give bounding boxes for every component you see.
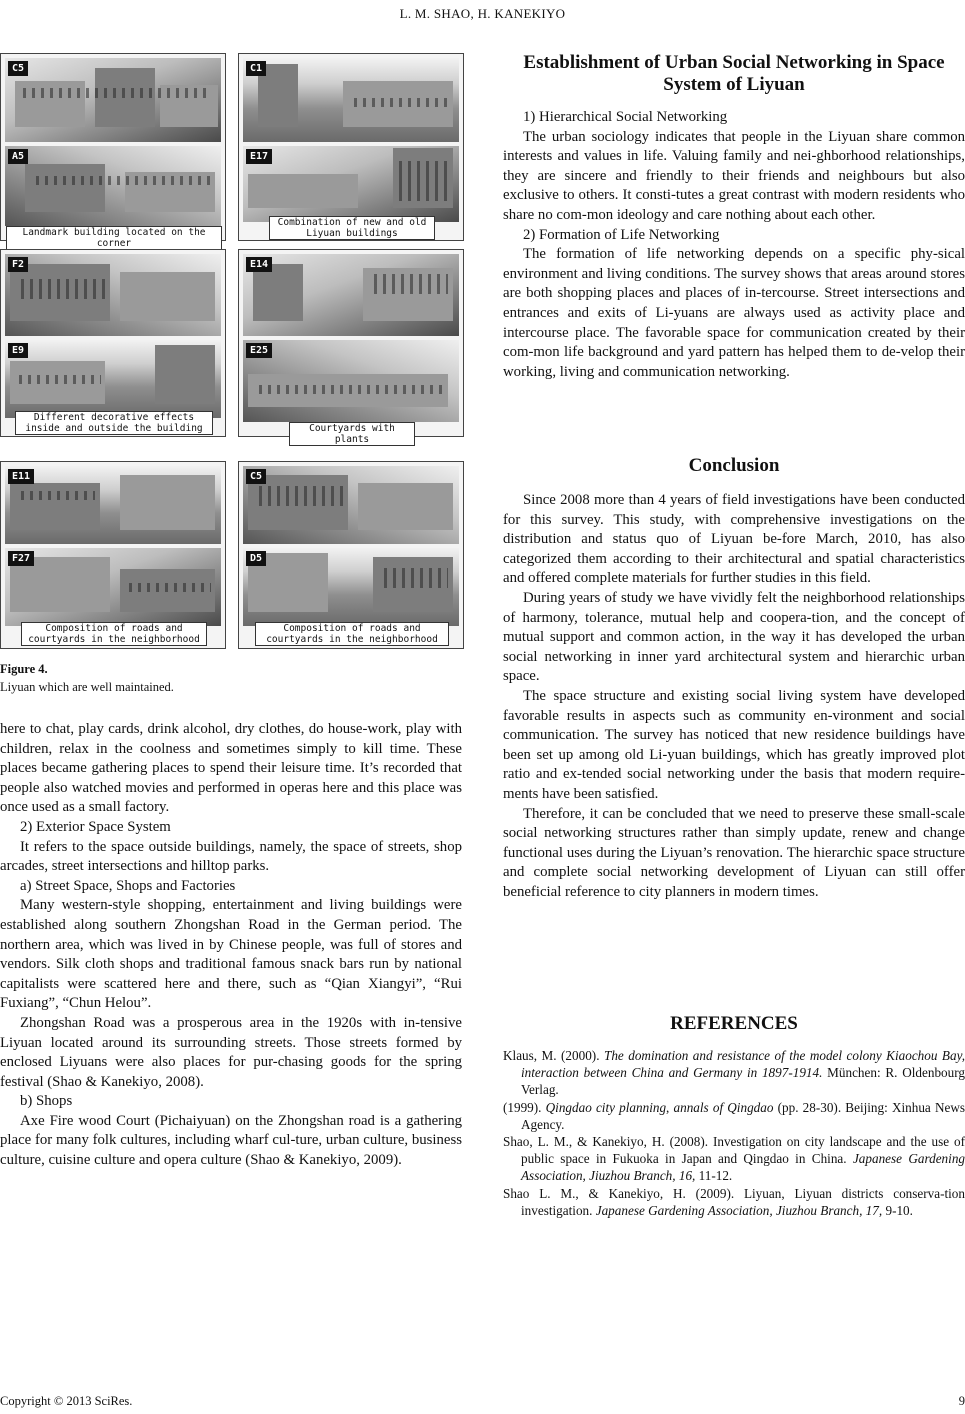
paragraph: here to chat, play cards, drink alcohol, dry clothes, do house-work, play with children, relax in the coolness and sometimes simply to kill time. These places became gathering places to spend their leisure time. It’s recorded that people also watched movies and performed in operas here and this place was once used as a small factory. [0,721,462,816]
running-header: L. M. SHAO, H. KANEKIYO [399,6,566,21]
reference-item: Shao, L. M., & Kanekiyo, H. (2008). Investigation on city landscape and the use of public space in Fukuoka in Japan and Qingdao in China. Japanese Gardening Association, Jiuzhou Branch, 16, 11-12. [503,1134,965,1184]
photo [243,340,459,422]
photo [5,466,221,544]
photo-tag: E25 [246,343,272,358]
photo [243,254,459,336]
subheading: 2) Exterior Space System [20,818,171,835]
photo-tag: E9 [8,343,28,358]
paragraph: Axe Fire wood Court (Pichaiyuan) on the Zhongshan road is a gathering place for many folk cultures, including wharf cul-ture, urban culture, business culture, cuisine culture and opera culture (Shao & Kanekiyo, 2009). [0,1112,462,1169]
photo-group-combination [238,53,464,241]
photo-tag: F2 [8,257,28,272]
photo-caption: Courtyards with plants [289,422,415,446]
photo-caption: Landmark building located on the corner [6,226,222,250]
section-references [503,1013,965,1219]
photo-group-courtyards [238,249,464,445]
subheading: a) Street Space, Shops and Factories [20,877,236,894]
photo-tag: C5 [8,61,28,76]
paragraph: Zhongshan Road was a prosperous area in the 1920s with in-tensive Liyuan located around its surrounding streets. Those streets formed by enclosed Liyuans were also places for pur-chasing goods for the spring festival (Shao & Kanekiyo, 2008). [0,1014,462,1090]
left-column-body [0,720,462,1171]
section-conclusion [503,455,965,902]
photo-tag: E14 [246,257,272,272]
figure-description: Liyuan which are well maintained. [0,680,174,694]
photo [5,340,221,418]
photo-tag: C5 [246,469,266,484]
photo [5,548,221,626]
page-number: 9 [958,1394,965,1408]
section-title: Conclusion [688,455,780,476]
photo-group-landmark [0,53,226,249]
reference-item: Klaus, M. (2000). The domination and resistance of the model colony Kiaochou Bay, interaction between China and Germany in 1897-1914. München: R. Oldenbourg Verlag. [503,1048,965,1098]
photo-caption: Different decorative effects inside and outside the building [15,411,213,435]
subheading: b) Shops [20,1093,73,1110]
photo [243,466,459,544]
figure-label: Figure 4. [0,662,48,676]
paragraph: Many western-style shopping, entertainment and living buildings were established along southern Zhongshan Road in the German period. The northern area, which was lived in by Chinese people, was full of stores and vendors. Silk cloth shops and traditional famous snack bars run by national capitalists were scattered here and there, such as “Qian Xiangyi”, “Rui Fuxiang”, “Chun Helou”. [0,897,462,1012]
paragraph: The formation of life networking depends on a specific phy-sical environment and living conditions. The survey shows that areas around stores are both shopping places and places of in-tercourse. Street intersections and entrances and exits of Li-yuans are always used as activity place and intercourse place. The favorable space for communication created by their com-mon life background and yard pattern has helped them to de-velop their working, living and communication networking. [503,246,965,380]
photo-tag: E17 [246,149,272,164]
paragraph: The urban sociology indicates that people in the Liyuan share common interests and values in life. Valuing family and nei-ghborhood relationships, they are sincere and friendly to their friends and neighbours but also exclusive to others. It consti-tutes a great contrast with modern residents who share no com-mon ideology and care nothing about each other. [503,128,965,223]
photo [5,254,221,336]
photo [243,58,459,142]
photo [5,146,221,226]
photo-group-roads-1 [0,461,226,649]
figure-4 [0,53,462,657]
photo-group-decorative [0,249,226,437]
subheading: 1) Hierarchical Social Networking [523,109,728,125]
photo-tag: C1 [246,61,266,76]
photo-tag: D5 [246,551,266,566]
paragraph: The space structure and existing social living system have developed favorable results in aspects such as community en-vironment and social communication. The survey has noticed that new residence buildings have been set up among old Li-yuan buildings, which has greatly improved plot ratio and ex-tended social networking under the basis that modern require-ments have been satisfied. [503,687,965,802]
subheading: 2) Formation of Life Networking [523,226,720,243]
photo-caption: Composition of roads and courtyards in the neighborhood [255,622,449,646]
paragraph: During years of study we have vividly felt the neighborhood relationships of harmony, tolerance, mutual help and coopera-tion, and the concept of mutual support and common action, in the way it has developed the urban social networking in inner yard architectural system and hierarchic urban space. [503,589,965,685]
photo-tag: A5 [8,149,28,164]
photo-tag: F27 [8,551,34,566]
reference-item: (1999). Qingdao city planning, annals of Qingdao (pp. 28-30). Beijing: Xinhua News Agency. [503,1099,965,1132]
section-social-networking [503,52,965,382]
photo-caption: Combination of new and old Liyuan buildings [269,216,435,240]
section-title: REFERENCES [670,1013,798,1034]
photo-caption: Composition of roads and courtyards in the neighborhood [21,622,207,646]
paragraph: Since 2008 more than 4 years of field investigations have been conducted for this survey. This study, with comprehensive investigations on the distribution and status quo of Liyuan be-fore March, 2010, has also categorized them according to their architectural and spatial characteristics and offered complete materials for further studies in this field. [503,492,965,587]
photo [5,58,221,142]
photo-group-roads-2 [238,461,464,649]
photo-tag: E11 [8,469,34,484]
reference-item: Shao L. M., & Kanekiyo, H. (2009). Liyuan, Liyuan districts conserva-tion investigation. Japanese Gardening Association, Jiuzhou Branch, 17, 9-10. [503,1185,965,1218]
paragraph: Therefore, it can be concluded that we need to preserve these small-scale social networking structures rather than simply update, renew and change functional uses during the Liyuan’s renovation. The hierarchic space structure and complete social networking development of Liyuan can still offer beneficial reference to city planners in modern times. [503,805,965,900]
copyright-notice: Copyright © 2013 SciRes. [0,1394,133,1408]
paragraph: It refers to the space outside buildings, namely, the space of streets, shop arcades, street intersections and hilltop parks. [0,838,462,875]
photo [243,146,459,222]
section-title: Establishment of Urban Social Networking in Space System of Liyuan [523,52,945,95]
photo [243,548,459,626]
